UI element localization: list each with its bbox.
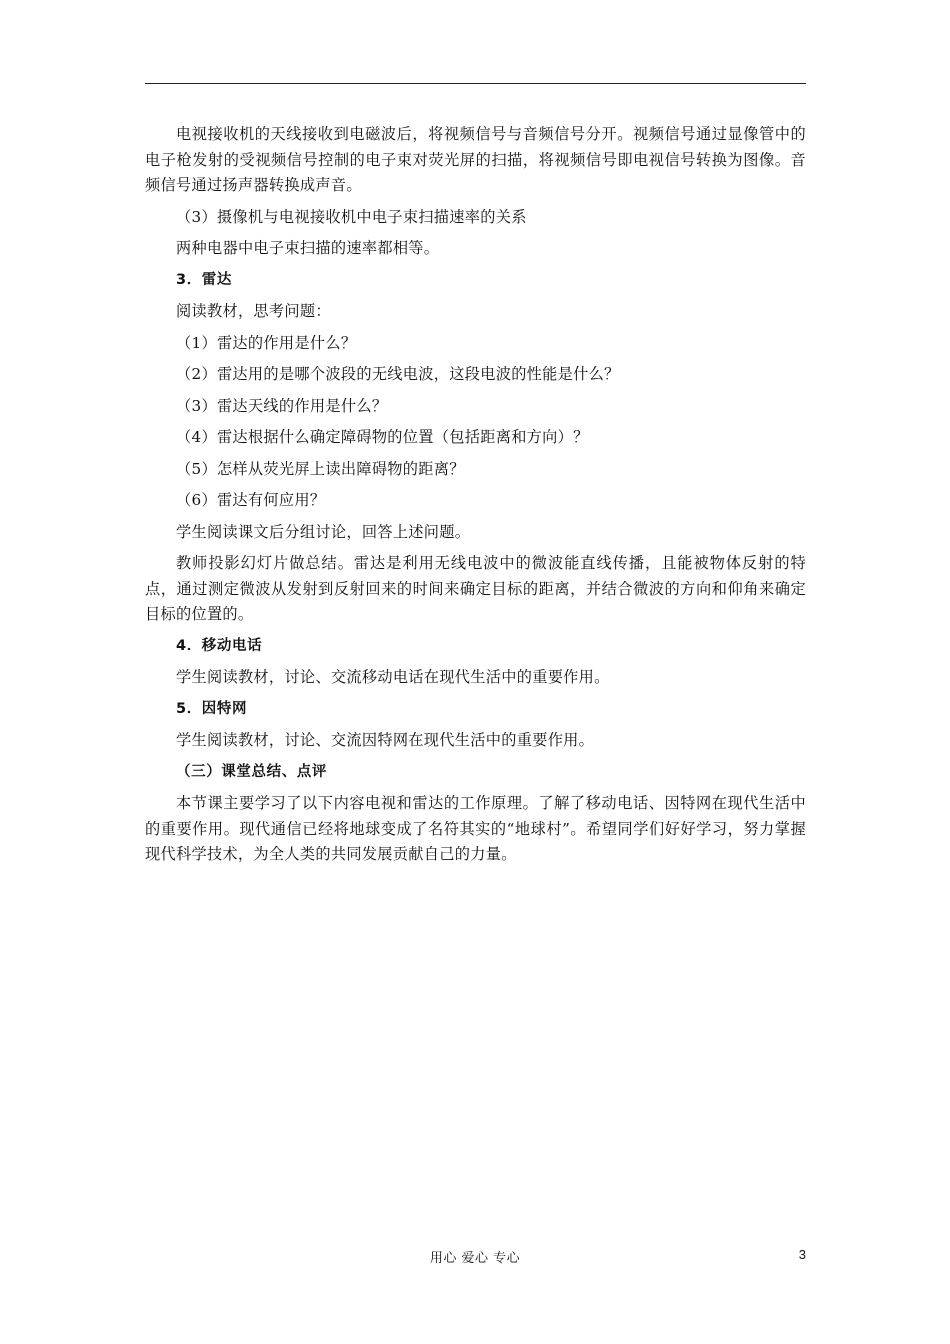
paragraph-internet: 学生阅读教材，讨论、交流因特网在现代生活中的重要作用。 xyxy=(176,731,595,749)
paragraph-group-discussion: 学生阅读课文后分组讨论，回答上述问题。 xyxy=(176,522,471,541)
question-5: （5）怎样从荧光屏上读出障碍物的距离？ xyxy=(176,459,465,478)
question-4: （4）雷达根据什么确定障碍物的位置（包括距离和方向）？ xyxy=(176,428,589,446)
paragraph-scan-rate-question: （3）摄像机与电视接收机中电子束扫描速率的关系 xyxy=(176,207,527,226)
question-2: （2）雷达用的是哪个波段的无线电波，这段电波的性能是什么？ xyxy=(176,365,620,383)
header-rule xyxy=(145,83,806,84)
page-number: 3 xyxy=(798,1247,806,1262)
section-heading-radar: 3．雷达 xyxy=(176,271,232,288)
paragraph-read-and-think: 阅读教材，思考问题： xyxy=(176,302,331,320)
paragraph-class-summary: 本节课主要学习了以下内容电视和雷达的工作原理。了解了移动电话、因特网在现代生活中的重要作用。现代通信已经将地球变成了名符其实的“地球村”。希望同学们好好学习，努力掌握现代科学技术，为全人类的共同发展贡献自己的力量。 xyxy=(145,794,806,863)
question-1: （1）雷达的作用是什么？ xyxy=(176,333,357,352)
document-body xyxy=(145,122,806,874)
footer-motto: 用心 爱心 专心 xyxy=(429,1251,521,1266)
paragraph-tv-receiver: 电视接收机的天线接收到电磁波后，将视频信号与音频信号分开。视频信号通过显像管中的电子枪发射的受视频信号控制的电子束对荧光屏的扫描，将视频信号即电视信号转换为图像。音频信号通过扬声器转换成声音。 xyxy=(145,125,806,194)
section-heading-internet: 5．因特网 xyxy=(176,700,248,717)
question-6: （6）雷达有何应用？ xyxy=(176,491,326,509)
paragraph-scan-rate-answer: 两种电器中电子束扫描的速率都相等。 xyxy=(176,239,440,257)
section-heading-class-summary: （三）课堂总结、点评 xyxy=(176,763,327,780)
page-footer xyxy=(0,1247,950,1271)
paragraph-teacher-summary: 教师投影幻灯片做总结。雷达是利用无线电波中的微波能直线传播，且能被物体反射的特点，通过测定微波从发射到反射回来的时间来确定目标的距离，并结合微波的方向和仰角来确定目标的位置的。 xyxy=(145,554,806,623)
question-3: （3）雷达天线的作用是什么？ xyxy=(176,396,388,415)
paragraph-mobile-phone: 学生阅读教材，讨论、交流移动电话在现代生活中的重要作用。 xyxy=(176,668,610,686)
section-heading-mobile-phone: 4．移动电话 xyxy=(176,637,263,654)
